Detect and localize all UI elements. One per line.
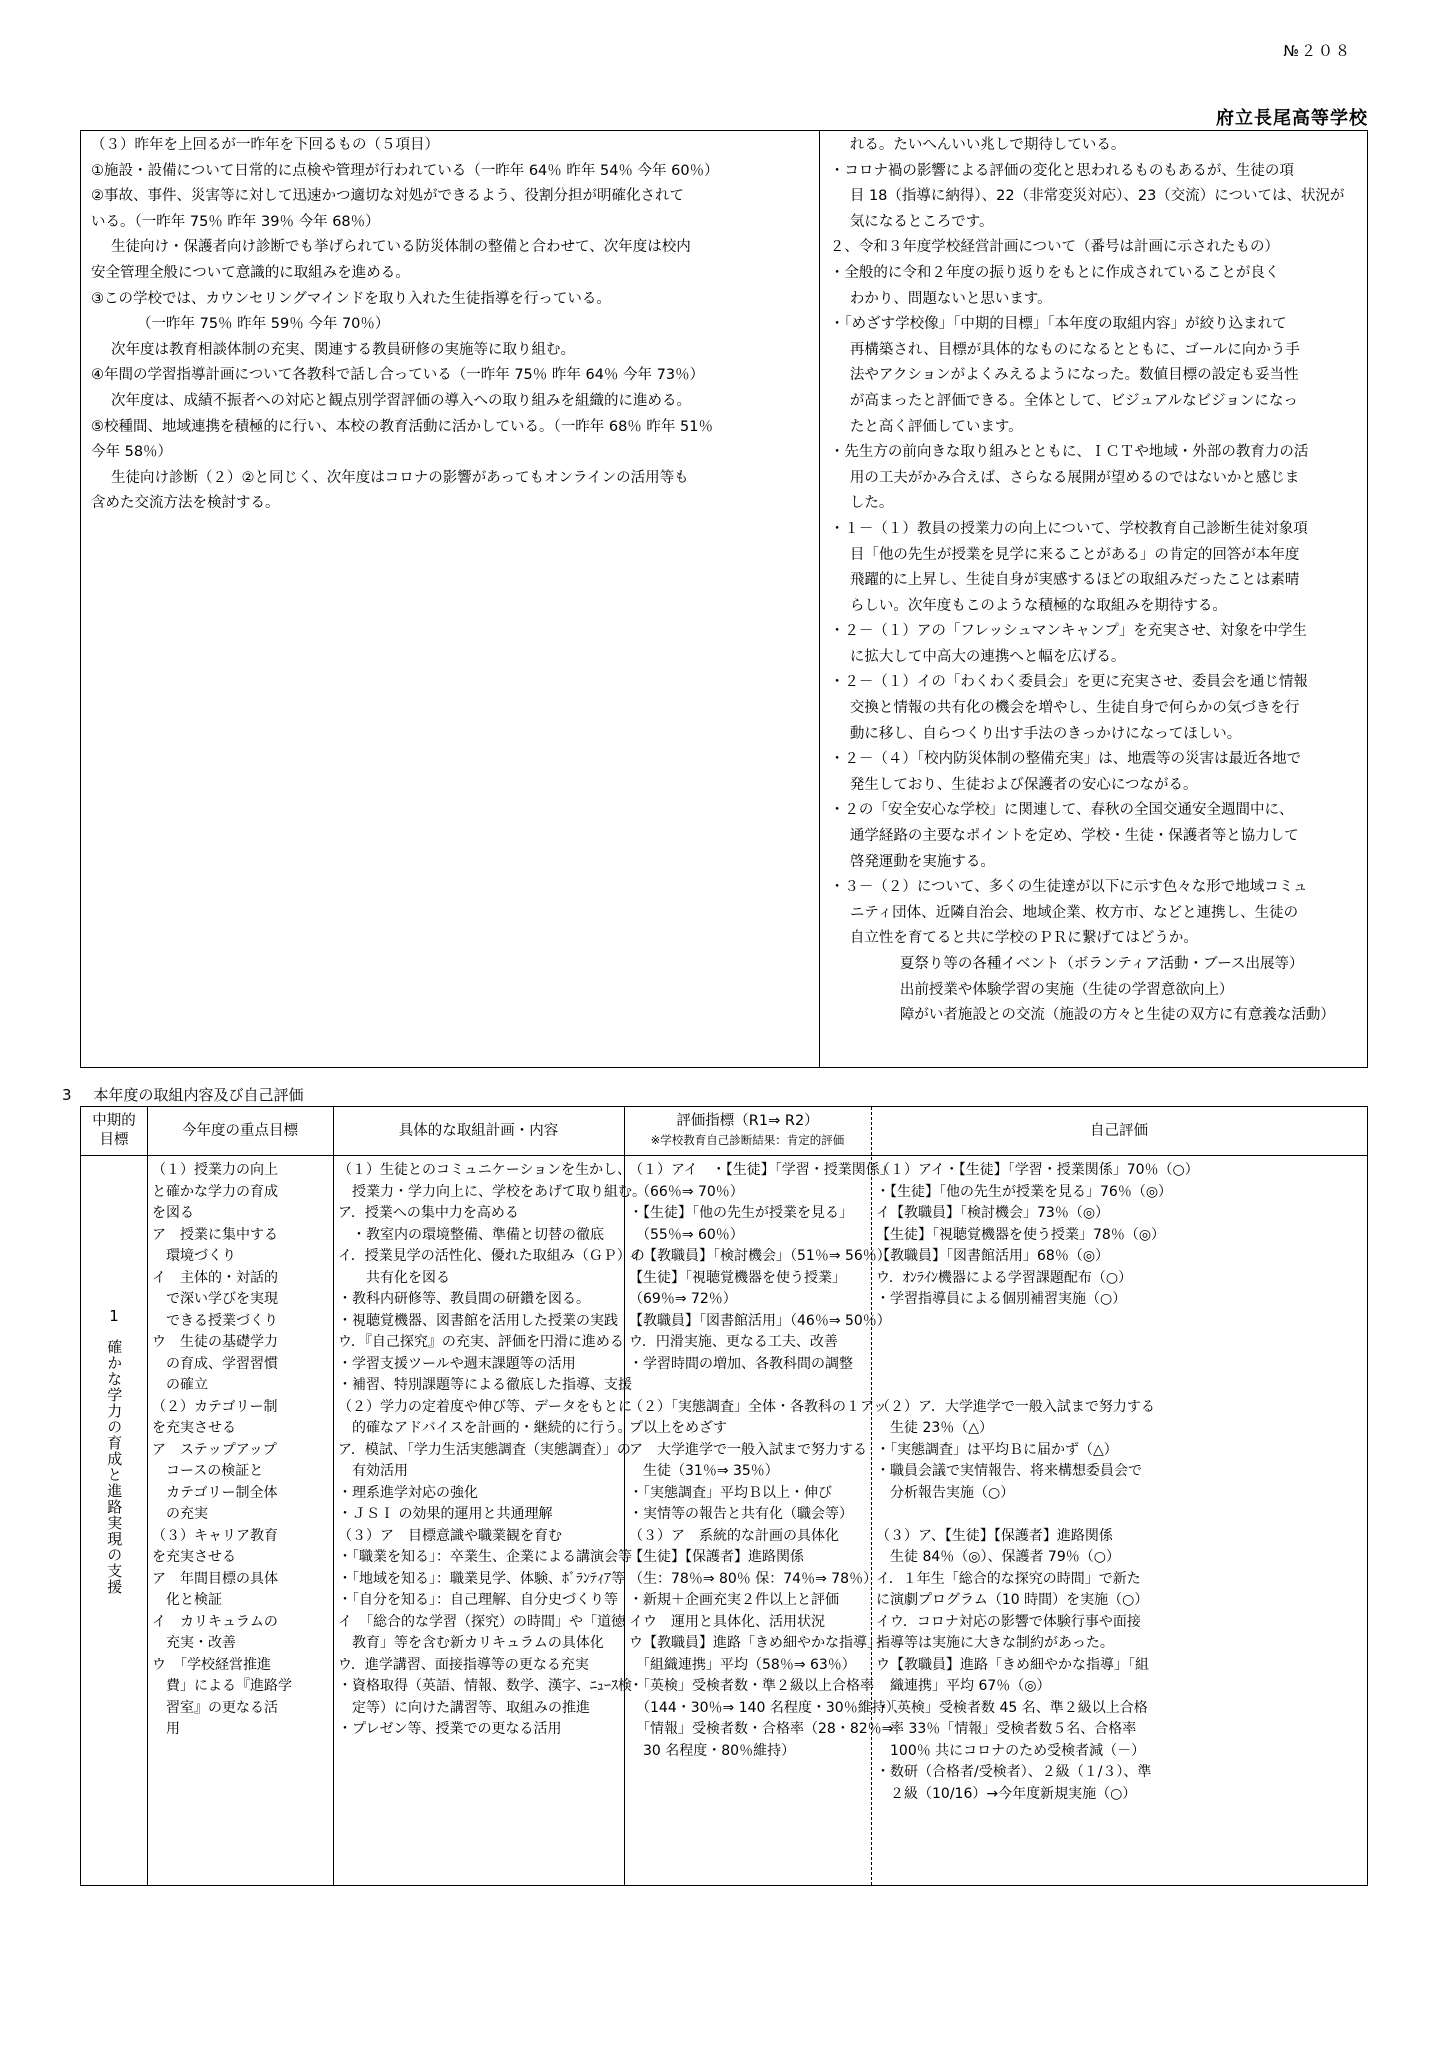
section-heading — [62, 1084, 304, 1105]
plan-line: 授業力・学力向上に、学校をあげて取り組む。 — [338, 1183, 646, 1200]
comment-line: に拡大して中高大の連携へと幅を広げる。 — [849, 648, 1126, 665]
plan-line: ・学習支援ツールや週末課題等の活用 — [338, 1355, 576, 1372]
comment-line: 気になるところです。 — [849, 213, 994, 230]
plan-line: 有効活用 — [338, 1463, 408, 1479]
self-eval-line: イウ．コロナ対応の影響で体験行事や面接 — [876, 1613, 1141, 1630]
indicator-line: 【生徒】【保護者】進路関係 — [629, 1549, 804, 1565]
plan-line: ・教室内の環境整備、準備と切替の徹底 — [338, 1226, 604, 1243]
self-eval-line: ウ．ｵﾝﾗｲﾝ機器による学習課題配布（○） — [876, 1269, 1133, 1286]
focus-line: （３）キャリア教育 — [152, 1527, 278, 1544]
self-eval-line: 【生徒】「視聴覚機器を使う授業」78％（◎） — [876, 1226, 1166, 1243]
indicator-line: 「組織連携」平均（58％⇒ 63％） — [629, 1656, 856, 1673]
indicator-line: 「情報」受検者数・合格率（28・82％⇒ — [629, 1721, 894, 1737]
self-eval-line: ・「英検」受検者数 45 名、準２級以上合格 — [876, 1699, 1148, 1716]
summary-line: （３）昨年を上回るが一昨年を下回るもの（５項目） — [91, 137, 439, 153]
indicator-line: （69％⇒ 72％） — [629, 1291, 737, 1307]
comment-line: ・２－（４）「校内防災体制の整備充実」は、地震等の災害は最近各地で — [829, 751, 1302, 768]
header-self-eval: 自己評価 — [1090, 1122, 1148, 1139]
self-eval-line: イ【教職員】「検討機会」73％（◎） — [876, 1205, 1110, 1221]
review-box — [80, 130, 1368, 1068]
table-header — [81, 1107, 1367, 1156]
focus-line: ウ 生徒の基礎学力 — [152, 1334, 278, 1350]
comment-line: 夏祭り等の各種イベント（ボランティア活動・ブース出展等） — [899, 956, 1304, 972]
self-eval-line: 指導等は実施に大きな制約があった。 — [876, 1635, 1114, 1651]
mid-term-goal — [81, 1306, 147, 1595]
summary-line: 今年 58％） — [91, 444, 173, 461]
summary-line: ②事故、事件、災害等に対して迅速かつ適切な対処ができるよう、役割分担が明確化されて — [91, 188, 684, 205]
focus-line: を充実させる — [152, 1420, 236, 1436]
self-eval-line: に演劇プログラム（10 時間）を実施（○） — [876, 1592, 1149, 1608]
indicator-line: （生：78％⇒ 80％ 保：74％⇒ 78％） — [629, 1570, 878, 1587]
evaluation-table — [80, 1106, 1368, 1886]
self-eval-line: ・数研（合格者/受検者）、２級（１/３）、準 — [876, 1764, 1152, 1780]
plan-line: ・プレゼン等、授業での更なる活用 — [338, 1721, 562, 1737]
comment-line: が高まったと評価できる。全体として、ビジュアルなビジョンになっ — [849, 392, 1298, 409]
summary-line: 生徒向け・保護者向け診断でも挙げられている防災体制の整備と合わせて、次年度は校内 — [111, 239, 691, 256]
focus-line: ア ステップアップ — [152, 1441, 277, 1458]
plan-line: イ．授業見学の活性化、優れた取組み（ＧＰ）の — [338, 1248, 645, 1264]
comment-line: 目「他の先生が授業を見学に来ることがある」の肯定的回答が本年度 — [849, 546, 1300, 563]
indicator-line: （55％⇒ 60％） — [629, 1226, 744, 1243]
focus-cell — [148, 1156, 333, 1885]
comment-line: 自立性を育てると共に学校のＰＲに繋げてはどうか。 — [849, 930, 1198, 947]
self-eval-line: （１）アイ・【生徒】「学習・授業関係」70％（○） — [876, 1162, 1199, 1178]
self-eval-line: イ．１年生「総合的な探究の時間」で新た — [876, 1570, 1141, 1587]
focus-line: コースの検証と — [152, 1463, 264, 1479]
self-eval-line: ・【生徒】「他の先生が授業を見る」76％（◎） — [876, 1183, 1173, 1200]
plan-line: ・ＪＳＩ の効果的運用と共通理解 — [338, 1506, 553, 1522]
focus-line: （２）カテゴリー制 — [152, 1398, 278, 1415]
summary-line: 次年度は、成績不振者への対応と観点別学習評価の導入への取り組みを組織的に進める。 — [111, 392, 691, 409]
self-eval-cell — [872, 1156, 1368, 1885]
comment-line: 啓発運動を実施する。 — [849, 853, 995, 870]
comment-line: 障がい者施設との交流（施設の方々と生徒の双方に有意義な活動） — [899, 1007, 1335, 1024]
self-eval-line: ・職員会議で実情報告、将来構想委員会で — [876, 1463, 1142, 1479]
focus-line: ア 授業に集中する — [152, 1226, 278, 1243]
indicator-line: ・「英検」受検者数・準２級以上合格率 — [629, 1678, 874, 1694]
section-title: 本年度の取組内容及び自己評価 — [93, 1086, 304, 1104]
self-eval-line: ・学習指導員による個別補習実施（○） — [876, 1291, 1127, 1307]
focus-line: 化と検証 — [152, 1592, 222, 1608]
comment-line: ・「めざす学校像」「中期的目標」「本年度の取組内容」が絞り込まれて — [829, 316, 1287, 333]
plan-line: 的確なアドバイスを計画的・継続的に行う。 — [338, 1420, 632, 1436]
plan-line: ・「職業を知る」：卒業生、企業による講演会等 — [338, 1549, 632, 1565]
focus-line: の充実 — [152, 1506, 208, 1522]
indicator-line: ・新規＋企画充実２件以上と評価 — [629, 1592, 839, 1608]
focus-line: （１）授業力の向上 — [152, 1162, 278, 1178]
comment-line: れる。たいへんいい兆しで期待している。 — [849, 137, 1126, 153]
summary-line: ①施設・設備について日常的に点検や管理が行われている（一昨年 64％ 昨年 54％ 今年 60％） — [91, 162, 719, 179]
focus-line: を充実させる — [152, 1549, 236, 1565]
indicator-line: 【生徒】「視聴覚機器を使う授業」 — [629, 1269, 846, 1286]
self-eval-line: ・「実態調査」は平均Ｂに届かず（△） — [876, 1441, 1118, 1458]
comment-line: ・コロナ禍の影響による評価の変化と思われるものもあるが、生徒の項 — [829, 162, 1294, 179]
header-indicator-title: 評価指標（R1⇒ R2） — [676, 1113, 819, 1129]
comment-line: わかり、問題ないと思います。 — [849, 290, 1052, 307]
comment-line: らしい。次年度もこのような積極的な取組みを期待する。 — [849, 597, 1227, 614]
focus-line: の育成、学習習慣 — [152, 1355, 278, 1372]
indicator-line: 30 名程度・80％維持） — [629, 1742, 796, 1759]
summary-line: ⑤校種間、地域連携を積極的に行い、本校の教育活動に活かしている。（一昨年 68％ 昨年 51％ — [91, 418, 713, 435]
plan-line: ・教科内研修等、教員間の研鑽を図る。 — [338, 1291, 590, 1307]
focus-line: と確かな学力の育成 — [152, 1183, 278, 1200]
header-indicator-note: ※学校教育自己診断結果：肯定的評価 — [650, 1133, 845, 1147]
comment-line: ・２の「安全安心な学校」に関連して、春秋の全国交通安全週間中に、 — [829, 802, 1294, 819]
self-eval-line: ウ【教職員】進路「きめ細やかな指導」「組 — [876, 1656, 1149, 1673]
focus-line: 習室』の更なる活 — [152, 1699, 278, 1716]
school-name: 府立長尾高等学校 — [1216, 108, 1368, 129]
plan-line: ・補習、特別課題等による徹底した指導、支援 — [338, 1377, 632, 1393]
comment-line: 目 18（指導に納得）、22（非常変災対応）、23（交流）については、状況が — [849, 188, 1345, 205]
indicator-line: 生徒（31％⇒ 35％） — [629, 1463, 779, 1479]
self-eval-line: 織連携」平均 67％（◎） — [876, 1678, 1051, 1694]
header-goal-line2: 目標 — [99, 1132, 129, 1148]
comment-line: ・１－（１）教員の授業力の向上について、学校教育自己診断生徒対象項 — [829, 520, 1308, 537]
self-eval-line — [876, 1311, 1364, 1333]
section-number: 3 — [62, 1086, 72, 1104]
comment-line: ・先生方の前向きな取り組みとともに、ＩＣＴや地域・外部の教育力の活 — [829, 444, 1309, 461]
indicator-line: ・「実態調査」平均Ｂ以上・伸び — [629, 1484, 832, 1501]
comment-line: 再構築され、目標が具体的なものになるとともに、ゴールに向かう手 — [849, 341, 1300, 358]
summary-line: 生徒向け診断（２）②と同じく、次年度はコロナの影響があってもオンラインの活用等も — [111, 469, 689, 486]
focus-line: イ 主体的・対話的 — [152, 1269, 278, 1286]
plan-line: ・視聴覚機器、図書館を活用した授業の実践 — [338, 1312, 618, 1329]
comment-line: たと高く評価しています。 — [849, 418, 1023, 435]
indicator-line: 【教職員】「図書館活用」（46％⇒ 50％） — [629, 1312, 891, 1329]
plan-cell — [334, 1156, 646, 1885]
indicator-line: イ【教職員】「検討機会」（51％⇒ 56％） — [629, 1248, 891, 1264]
indicator-line: ア 大学進学で一般入試まで努力する — [629, 1441, 867, 1458]
summary-line: 含めた交流方法を検討する。 — [91, 495, 280, 512]
self-eval-line: 率 33％「情報」受検者数５名、合格率 — [876, 1721, 1137, 1737]
self-eval-line — [876, 1375, 1364, 1397]
summary-line: いる。（一昨年 75％ 昨年 39％ 今年 68％） — [91, 213, 380, 230]
comment-line: 動に移し、自らつくり出す手法のきっかけになってほしい。 — [849, 725, 1242, 742]
indicator-line: （144・30％⇒ 140 名程度・30％維持）、 — [629, 1699, 907, 1716]
indicator-line: ・実情等の報告と共有化（職会等） — [629, 1506, 853, 1522]
self-eval-line: 生徒 23％（△） — [876, 1420, 994, 1436]
plan-line: 定等）に向けた講習等、取組みの推進 — [338, 1699, 590, 1716]
indicator-line: ウ．円滑実施、更なる工夫、改善 — [629, 1334, 838, 1350]
comment-line: ２、令和３年度学校経営計画について（番号は計画に示されたもの） — [829, 239, 1280, 256]
self-eval-line — [876, 1332, 1364, 1354]
plan-line: ・理系進学対応の強化 — [338, 1484, 478, 1501]
comment-line: 飛躍的に上昇し、生徒自身が実感するほどの取組みだったことは素晴 — [849, 572, 1300, 589]
self-eval-line — [876, 1504, 1364, 1526]
focus-line: イ カリキュラムの — [152, 1613, 278, 1630]
self-eval-line: （３）ア、【生徒】【保護者】進路関係 — [876, 1527, 1113, 1544]
focus-line: 充実・改善 — [152, 1635, 236, 1651]
header-focus: 今年度の重点目標 — [182, 1122, 298, 1139]
indicator-line: （66％⇒ 70％） — [629, 1183, 744, 1200]
page-number: №２０８ — [1283, 42, 1352, 60]
self-eval-line: （２）ア．大学進学で一般入試まで努力する — [876, 1398, 1155, 1415]
comment-line: ・３－（２）について、多くの生徒達が以下に示す色々な形で地域コミュ — [829, 879, 1308, 896]
comment-line: 法やアクションがよくみえるようになった。数値目標の設定も妥当性 — [849, 367, 1299, 384]
summary-line: 次年度は教育相談体制の充実、関連する教員研修の実施等に取り組む。 — [111, 341, 575, 358]
plan-line: 共有化を図る — [338, 1269, 450, 1286]
indicator-cell — [625, 1156, 907, 1885]
header-plan: 具体的な取組計画・内容 — [398, 1122, 559, 1139]
plan-line: ・「地域を知る」：職業見学、体験、ﾎﾞﾗﾝﾃｨｱ等 — [338, 1570, 625, 1587]
indicator-line: ・学習時間の増加、各教科間の調整 — [629, 1355, 853, 1372]
plan-line: 教育」等を含む新カリキュラムの具体化 — [338, 1635, 604, 1651]
comment-line: ・２－（１）イの「わくわく委員会」を更に充実させ、委員会を通じ情報 — [829, 674, 1308, 691]
header-goal-line1: 中期的 — [92, 1113, 136, 1129]
indicator-line — [629, 1375, 867, 1397]
goal-text: 確かな学力の育成と進路実現の支援 — [105, 1338, 124, 1595]
comment-line: ・全般的に令和２年度の振り返りをもとに作成されていることが良く — [829, 264, 1280, 281]
self-eval-line: 生徒 84％（◎）、保護者 79％（○） — [876, 1549, 1120, 1565]
comment-line: 用の工夫がかみ合えば、さらなる展開が望めるのではないかと感じま — [849, 469, 1300, 486]
focus-line: ア 年間目標の具体 — [152, 1570, 278, 1587]
indicator-line: ウ【教職員】進路「きめ細やかな指導」・ — [629, 1635, 888, 1651]
plan-line: イ 「総合的な学習（探究）の時間」や「道徳 — [338, 1613, 625, 1630]
summary-line: ④年間の学習指導計画について各教科で話し合っている（一昨年 75％ 昨年 64％ 今年 73％） — [91, 367, 705, 384]
self-eval-line — [876, 1354, 1364, 1376]
focus-line: 用 — [152, 1721, 180, 1737]
comment-line: した。 — [849, 495, 894, 512]
summary-line: ③この学校では、カウンセリングマインドを取り入れた生徒指導を行っている。 — [91, 290, 611, 307]
plan-line: ア．授業への集中力を高める — [338, 1205, 519, 1221]
indicator-line: ・【生徒】「他の先生が授業を見る」 — [629, 1205, 853, 1221]
indicator-line: （１）アイ ・【生徒】「学習・授業関係」 — [629, 1162, 894, 1178]
indicator-line: （３）ア 系統的な計画の具体化 — [629, 1527, 839, 1544]
focus-line: 費」による『進路学 — [152, 1678, 292, 1694]
comment-line: ・２－（１）アの「フレッシュマンキャンプ」を充実させ、対象を中学生 — [829, 623, 1307, 640]
focus-line: 環境づくり — [152, 1248, 236, 1264]
indicator-line: プ以上をめざす — [629, 1420, 727, 1436]
comment-line: 出前授業や体験学習の実施（生徒の学習意欲向上） — [899, 981, 1234, 998]
evaluation-summary-column — [81, 131, 820, 1067]
plan-line: ウ．進学講習、面接指導等の更なる充実 — [338, 1656, 589, 1673]
focus-line: を図る — [152, 1205, 194, 1221]
self-eval-line: 【教職員】「図書館活用」68％（◎） — [876, 1248, 1110, 1264]
plan-line: ウ．『自己探究』の充実、評価を円滑に進める — [338, 1334, 624, 1350]
comment-line: 交換と情報の共有化の機会を増やし、生徒自身で何らかの気づきを行 — [849, 700, 1300, 717]
summary-line: （一昨年 75％ 昨年 59％ 今年 70％） — [137, 316, 390, 333]
focus-line: で深い学びを実現 — [152, 1291, 278, 1307]
plan-line: ア．模試、「学力生活実態調査（実態調査）」の — [338, 1441, 631, 1458]
focus-line: の確立 — [152, 1377, 208, 1393]
indicator-line: （２）「実態調査」全体・各教科の１アッ — [629, 1398, 888, 1415]
comment-line: ニティ団体、近隣自治会、地域企業、枚方市、などと連携し、生徒の — [849, 904, 1299, 921]
plan-line: （３）ア 目標意識や職業観を育む — [338, 1527, 562, 1544]
summary-line: 安全管理全般について意識的に取組みを進める。 — [91, 264, 410, 281]
committee-comments-column — [820, 131, 1367, 1067]
focus-line: ウ 「学校経営推進 — [152, 1656, 271, 1673]
header-goal — [81, 1107, 147, 1155]
plan-line: （１）生徒とのコミュニケーションを生かし、 — [338, 1162, 632, 1178]
plan-line: ・資格取得（英語、情報、数学、漢字、ﾆｭｰｽ検 — [338, 1678, 632, 1694]
focus-line: カテゴリー制全体 — [152, 1484, 278, 1501]
self-eval-line: 100％ 共にコロナのため受検者減（－） — [876, 1742, 1146, 1759]
goal-number: 1 — [109, 1307, 119, 1325]
plan-line: ・「自分を知る」：自己理解、自分史づくり等 — [338, 1592, 618, 1608]
comment-line: 通学経路の主要なポイントを定め、学校・生徒・保護者等と協力して — [849, 828, 1299, 845]
focus-line: できる授業づくり — [152, 1312, 278, 1329]
indicator-line: イウ 運用と具体化、活用状況 — [629, 1613, 825, 1630]
table-body — [81, 1156, 1367, 1885]
comment-line: 発生しており、生徒および保護者の安心につながる。 — [849, 776, 1198, 793]
plan-line: （２）学力の定着度や伸び等、データをもとに — [338, 1398, 632, 1415]
header-indicator — [624, 1107, 871, 1155]
self-eval-line: ２級（10/16）→今年度新規実施（○） — [876, 1785, 1137, 1802]
self-eval-line: 分析報告実施（○） — [876, 1484, 1015, 1501]
